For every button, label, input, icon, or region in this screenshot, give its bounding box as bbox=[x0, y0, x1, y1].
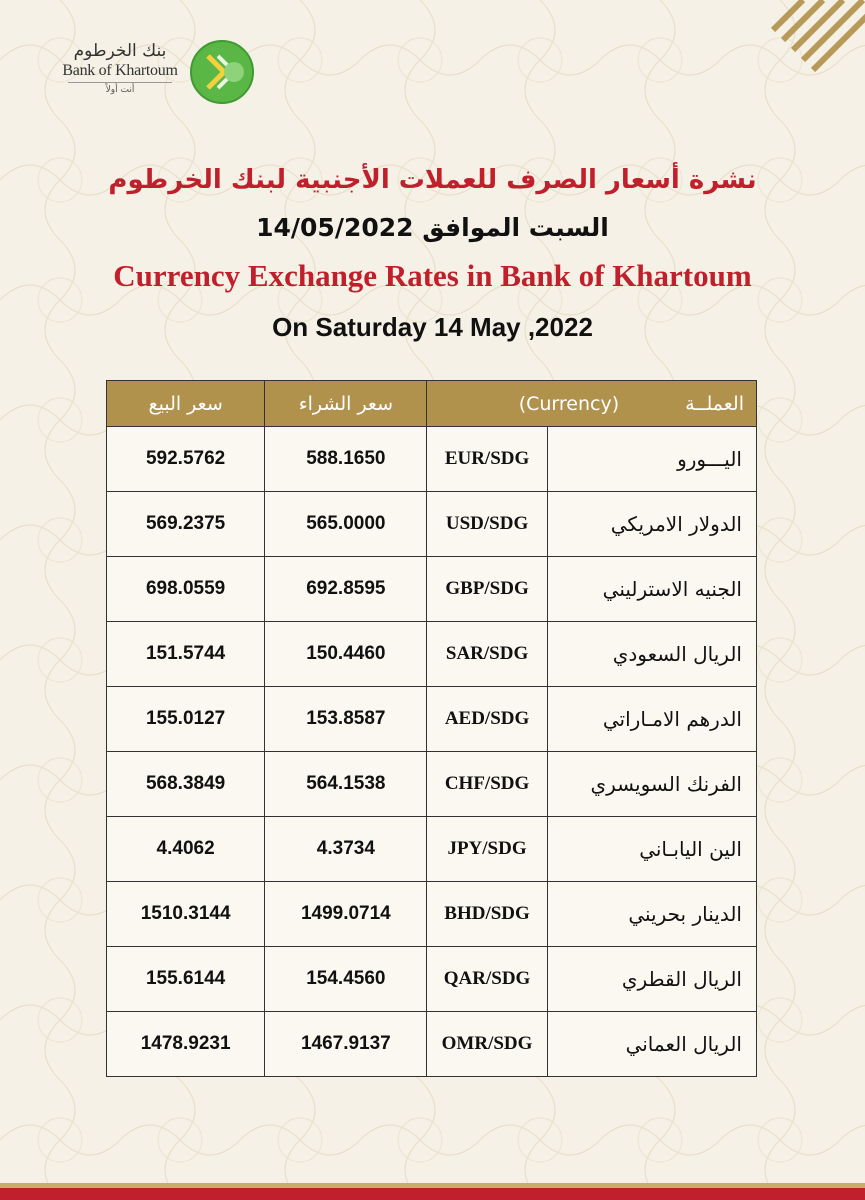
buy-rate: 588.1650 bbox=[265, 427, 427, 492]
footer-color-bar bbox=[0, 1183, 865, 1200]
buy-rate: 154.4560 bbox=[265, 947, 427, 1012]
date-arabic: السبت الموافق 14/05/2022 bbox=[256, 213, 609, 242]
buy-rate: 564.1538 bbox=[265, 752, 427, 817]
currency-code: OMR/SDG bbox=[427, 1012, 547, 1077]
table-row bbox=[107, 752, 757, 817]
sell-rate: 592.5762 bbox=[107, 427, 265, 492]
currency-name: الجنيه الاسترليني bbox=[547, 557, 756, 622]
sell-rate: 155.0127 bbox=[107, 687, 265, 752]
currency-code: CHF/SDG bbox=[427, 752, 547, 817]
currency-name: الدرهم الامـاراتي bbox=[547, 687, 756, 752]
sell-rate: 1510.3144 bbox=[107, 882, 265, 947]
buy-rate: 1499.0714 bbox=[265, 882, 427, 947]
buy-rate: 1467.9137 bbox=[265, 1012, 427, 1077]
exchange-rates-table bbox=[106, 380, 757, 1077]
header-sell: سعر البيع bbox=[107, 381, 265, 427]
currency-name: الريال العماني bbox=[547, 1012, 756, 1077]
table-row bbox=[107, 882, 757, 947]
currency-code: USD/SDG bbox=[427, 492, 547, 557]
currency-name: الدينار بحريني bbox=[547, 882, 756, 947]
logo-arabic-name: بنك الخرطوم bbox=[73, 41, 167, 61]
bank-logo-wordmark bbox=[60, 40, 180, 97]
currency-code: GBP/SDG bbox=[427, 557, 547, 622]
table-row bbox=[107, 1012, 757, 1077]
currency-code: SAR/SDG bbox=[427, 622, 547, 687]
buy-rate: 565.0000 bbox=[265, 492, 427, 557]
bank-emblem-icon bbox=[188, 38, 256, 106]
table-row bbox=[107, 817, 757, 882]
title-english: Currency Exchange Rates in Bank of Khartoum bbox=[113, 258, 752, 293]
header-currency-arabic: العملــة bbox=[685, 392, 744, 415]
sell-rate: 698.0559 bbox=[107, 557, 265, 622]
table-header-row bbox=[107, 381, 757, 427]
sell-rate: 569.2375 bbox=[107, 492, 265, 557]
header-buy: سعر الشراء bbox=[265, 381, 427, 427]
date-english: On Saturday 14 May ,2022 bbox=[272, 312, 593, 342]
currency-name: الفرنك السويسري bbox=[547, 752, 756, 817]
currency-code: QAR/SDG bbox=[427, 947, 547, 1012]
sell-rate: 155.6144 bbox=[107, 947, 265, 1012]
sell-rate: 4.4062 bbox=[107, 817, 265, 882]
buy-rate: 692.8595 bbox=[265, 557, 427, 622]
currency-name: الريال القطري bbox=[547, 947, 756, 1012]
currency-code: EUR/SDG bbox=[427, 427, 547, 492]
currency-name: الريال السعودي bbox=[547, 622, 756, 687]
table-row bbox=[107, 687, 757, 752]
table-row bbox=[107, 947, 757, 1012]
sell-rate: 151.5744 bbox=[107, 622, 265, 687]
table-row bbox=[107, 622, 757, 687]
table-row bbox=[107, 557, 757, 622]
header-currency bbox=[427, 381, 757, 427]
title-arabic: نشرة أسعار الصرف للعملات الأجنبية لبنك الخرطوم bbox=[108, 165, 757, 195]
corner-stripes-decoration bbox=[735, 0, 865, 130]
logo-tagline: أنت أولاً bbox=[68, 82, 172, 97]
currency-code: AED/SDG bbox=[427, 687, 547, 752]
table-row bbox=[107, 427, 757, 492]
header-currency-english: (Currency) bbox=[518, 392, 620, 415]
currency-name: الدولار الامريكي bbox=[547, 492, 756, 557]
buy-rate: 4.3734 bbox=[265, 817, 427, 882]
sell-rate: 1478.9231 bbox=[107, 1012, 265, 1077]
sell-rate: 568.3849 bbox=[107, 752, 265, 817]
logo-english-name: Bank of Khartoum bbox=[62, 62, 178, 79]
currency-code: JPY/SDG bbox=[427, 817, 547, 882]
table-row bbox=[107, 492, 757, 557]
buy-rate: 150.4460 bbox=[265, 622, 427, 687]
currency-code: BHD/SDG bbox=[427, 882, 547, 947]
currency-name: الين اليابـاني bbox=[547, 817, 756, 882]
currency-name: اليـــورو bbox=[547, 427, 756, 492]
buy-rate: 153.8587 bbox=[265, 687, 427, 752]
